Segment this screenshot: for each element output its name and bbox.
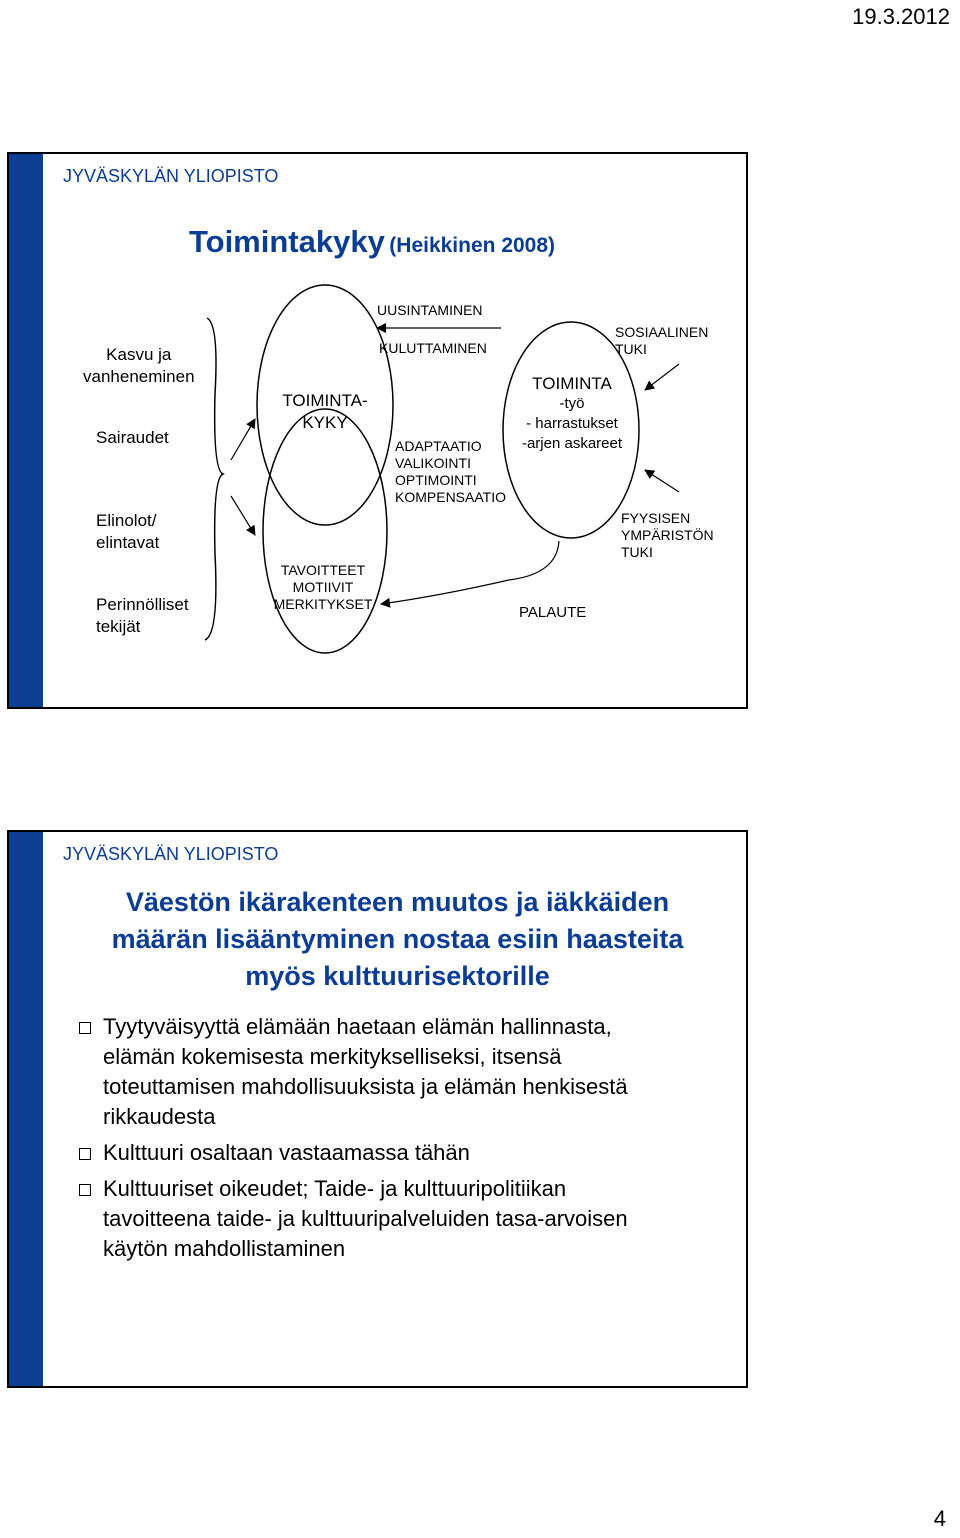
bullet-list bbox=[79, 1012, 719, 1270]
bullet-line: elämän kokemisesta merkitykselliseksi, itsensä bbox=[103, 1044, 562, 1069]
bullet-item bbox=[79, 1138, 719, 1168]
factor-kasvu-line1: Kasvu ja bbox=[106, 345, 172, 364]
label-palaute: PALAUTE bbox=[519, 604, 587, 621]
square-bullet-icon bbox=[79, 1148, 91, 1160]
label-tavoitteet bbox=[271, 562, 375, 613]
title-line: Väestön ikärakenteen muutos ja iäkkäiden bbox=[125, 887, 670, 917]
factor-elinolot bbox=[96, 510, 159, 554]
slide-toimintakyky bbox=[7, 152, 748, 709]
label-kuluttaminen: KULUTTAMINEN bbox=[379, 340, 487, 356]
factor-perinnolliset-line2: tekijät bbox=[96, 617, 141, 636]
factor-perinnolliset bbox=[96, 594, 189, 638]
label-toiminta-line1: TOIMINTA bbox=[532, 374, 612, 393]
sidebar-stripe bbox=[9, 832, 43, 1386]
circle-tavoitteet bbox=[263, 409, 387, 653]
square-bullet-icon bbox=[79, 1184, 91, 1196]
factor-sairaudet: Sairaudet bbox=[96, 428, 169, 447]
bullet-line: tavoitteena taide- ja kulttuuripalveluiden tasa-arvoisen bbox=[103, 1206, 628, 1231]
label-toiminta bbox=[505, 374, 639, 454]
label-sosiaalinen-line1: SOSIAALINEN bbox=[615, 324, 709, 340]
slide-title bbox=[49, 884, 746, 995]
bullet-line: toteuttamisen mahdollisuuksista ja elämän henkisestä bbox=[103, 1074, 628, 1099]
bullet-item bbox=[79, 1012, 719, 1132]
label-toimintakyky-line2: KYKY bbox=[302, 413, 348, 432]
label-sosiaalinen bbox=[615, 324, 708, 358]
title-subtitle: (Heikkinen 2008) bbox=[389, 234, 556, 257]
page-number: 4 bbox=[933, 1506, 946, 1531]
bullet-line: käytön mahdollistaminen bbox=[103, 1236, 346, 1261]
label-adaptaatio: ADAPTAATIO bbox=[395, 438, 482, 454]
date-label: 19.3.2012 bbox=[852, 4, 950, 29]
square-bullet-icon bbox=[79, 1022, 91, 1034]
label-toiminta-line4: -arjen askareet bbox=[521, 435, 623, 452]
label-adaptaatio-group bbox=[395, 438, 506, 506]
title-line: myös kulttuurisektorille bbox=[245, 961, 550, 991]
arrow-to-toimintakyky bbox=[231, 419, 255, 460]
title-main: Toimintakyky bbox=[189, 224, 385, 259]
left-brace bbox=[205, 318, 223, 640]
label-toimintakyky-line1: TOIMINTA- bbox=[282, 391, 368, 410]
factor-kasvu-line2: vanheneminen bbox=[83, 367, 195, 386]
label-uusintaminen: UUSINTAMINEN bbox=[377, 302, 483, 318]
factor-elinolot-line1: Elinolot/ bbox=[96, 511, 157, 530]
label-tavoitteet-line1: TAVOITTEET bbox=[280, 562, 366, 578]
label-tavoitteet-line2: MOTIIVIT bbox=[292, 579, 354, 595]
label-valikointi: VALIKOINTI bbox=[395, 455, 471, 471]
label-toiminta-line3: - harrastukset bbox=[526, 415, 618, 432]
bullet-line: Kulttuuriset oikeudet; Taide- ja kulttuuripolitiikan bbox=[103, 1176, 567, 1201]
arrow-sosiaalinen bbox=[645, 364, 679, 390]
bullet-line: Kulttuuri osaltaan vastaamassa tähän bbox=[103, 1140, 470, 1165]
label-fyysinen-line2: YMPÄRISTÖN bbox=[621, 527, 714, 543]
label-kompensaatio: KOMPENSAATIO bbox=[395, 489, 506, 505]
label-toimintakyky bbox=[277, 390, 373, 434]
label-fyysinen-line1: FYYSISEN bbox=[621, 510, 691, 526]
university-label: JYVÄSKYLÄN YLIOPISTO bbox=[63, 844, 279, 864]
arrow-to-tavoitteet bbox=[231, 496, 255, 535]
factor-elinolot-line2: elintavat bbox=[96, 533, 160, 552]
arrow-fyysinen bbox=[645, 470, 679, 492]
palaute-arrow bbox=[381, 541, 559, 604]
label-fyysinen bbox=[621, 510, 714, 561]
bullet-item bbox=[79, 1174, 719, 1264]
university-label: JYVÄSKYLÄN YLIOPISTO bbox=[63, 166, 279, 186]
label-optimointi: OPTIMOINTI bbox=[395, 472, 477, 488]
label-tavoitteet-line3: MERKITYKSET bbox=[273, 596, 373, 612]
label-sosiaalinen-line2: TUKI bbox=[615, 341, 647, 357]
label-toiminta-line2: -työ bbox=[559, 395, 585, 412]
bullet-line: Tyytyväisyyttä elämään haetaan elämän hallinnasta, bbox=[103, 1014, 612, 1039]
bullet-text bbox=[103, 1174, 628, 1264]
title-line: määrän lisääntyminen nostaa esiin haasteita bbox=[111, 924, 684, 954]
bullet-text bbox=[103, 1012, 628, 1132]
right-brace bbox=[199, 318, 231, 640]
bullet-line: rikkaudesta bbox=[103, 1104, 216, 1129]
label-fyysinen-line3: TUKI bbox=[621, 544, 653, 560]
slide-vaeston-ikarakenne bbox=[7, 830, 748, 1388]
factor-kasvu bbox=[83, 344, 195, 388]
factor-perinnolliset-line1: Perinnölliset bbox=[96, 595, 189, 614]
bullet-text bbox=[103, 1138, 470, 1168]
